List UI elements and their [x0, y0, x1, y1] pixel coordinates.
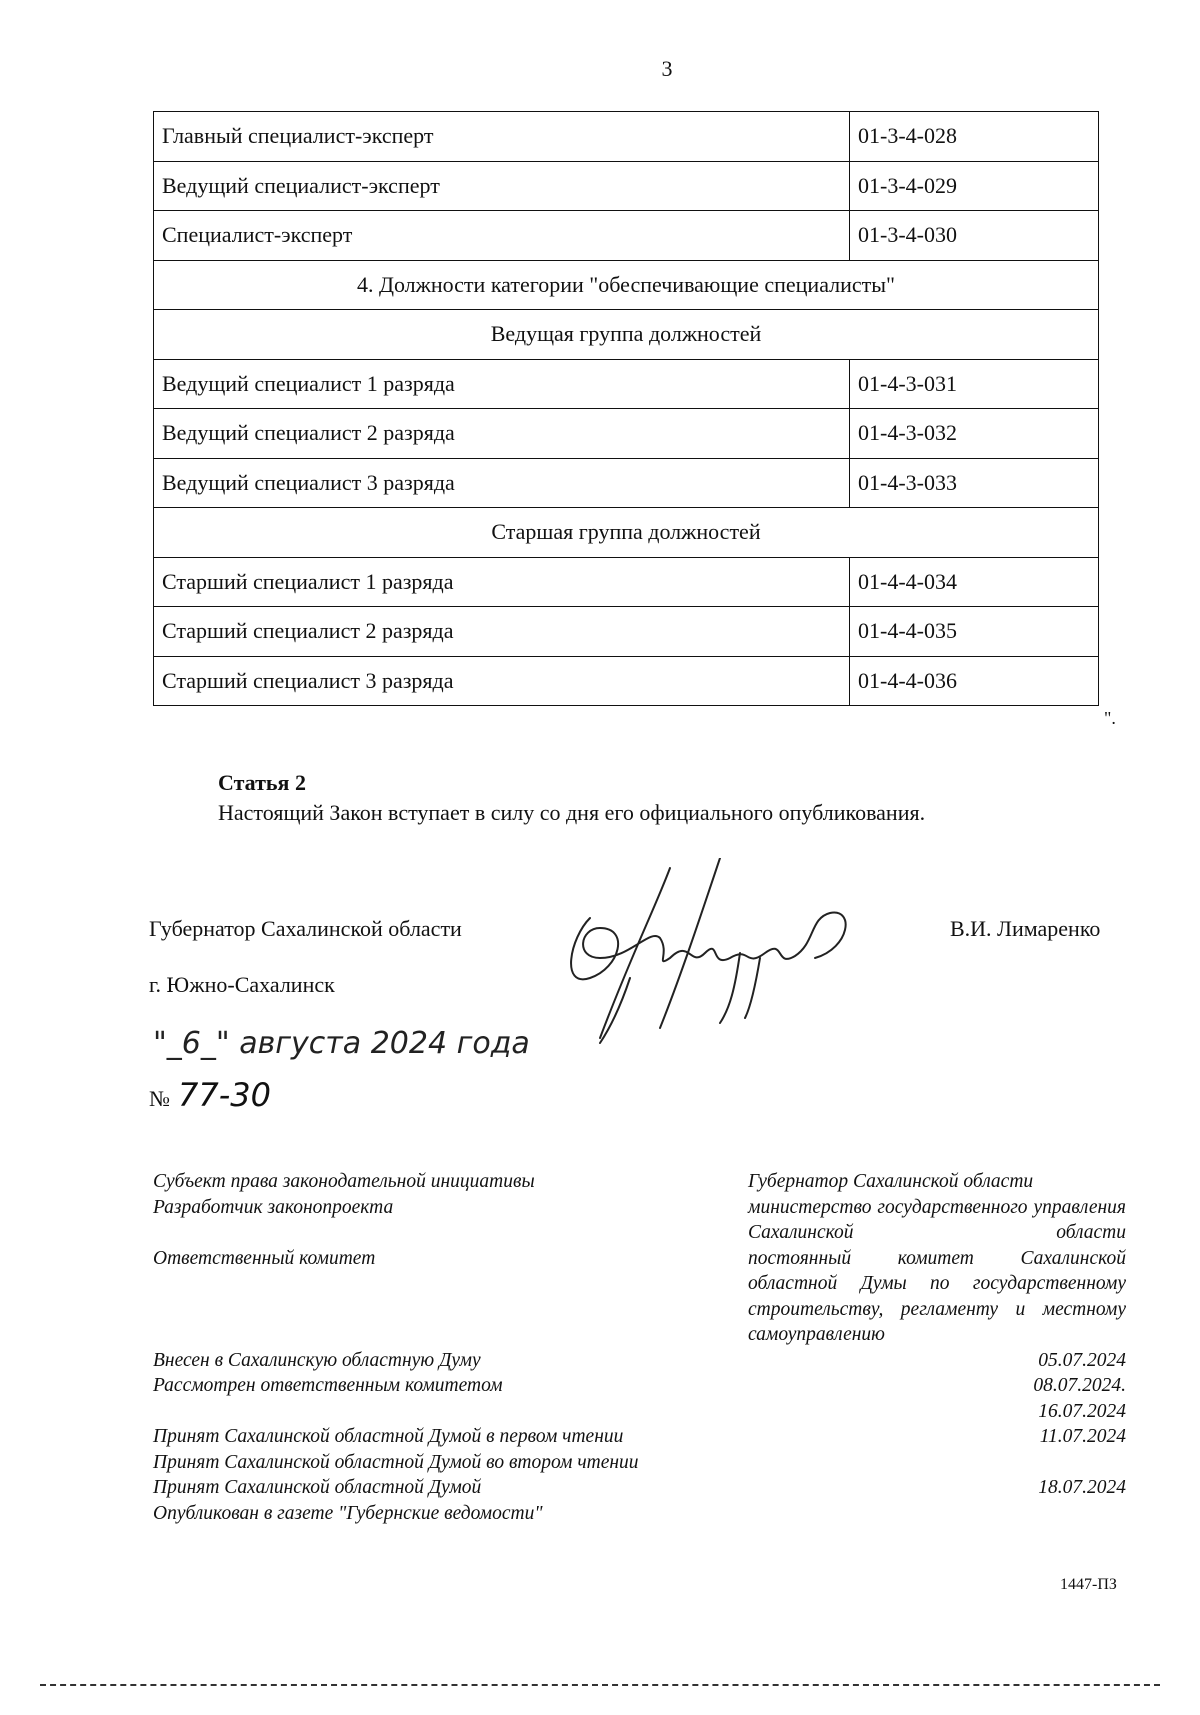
table-section-header — [154, 310, 1099, 360]
governor-signature — [560, 858, 890, 1058]
meta-label: Субъект права законодательной инициативы — [153, 1171, 535, 1192]
position-code: 01-3-4-029 — [850, 161, 1099, 211]
position-code: 01-4-4-034 — [850, 557, 1099, 607]
section-header-cell: 4. Должности категории "обеспечивающие специалисты" — [154, 260, 1099, 310]
date-submitted: 05.07.2024 — [1038, 1349, 1126, 1371]
closing-quote: ". — [1104, 708, 1116, 728]
meta-label: Ответственный комитет — [153, 1247, 376, 1269]
meta-label: Принят Сахалинской областной Думой во втором чтении — [153, 1451, 639, 1473]
article-title: Статья 2 — [218, 770, 306, 795]
position-title: Главный специалист-эксперт — [154, 112, 850, 162]
table-row — [154, 607, 1099, 657]
meta-label — [153, 1220, 713, 1246]
meta-label: Рассмотрен ответственным комитетом — [153, 1375, 503, 1396]
position-code: 01-4-3-032 — [850, 409, 1099, 459]
table-row — [154, 211, 1099, 261]
table-row — [154, 359, 1099, 409]
position-title: Специалист-эксперт — [154, 211, 850, 261]
article-2 — [218, 768, 925, 828]
developer: министерство государственного управления Сахалинской области — [748, 1196, 1126, 1243]
page-number: 3 — [661, 56, 673, 81]
position-title: Старший специалист 1 разряда — [154, 557, 850, 607]
meta-label: Внесен в Сахалинскую областную Думу — [153, 1349, 481, 1371]
initiative-subject: Губернатор Сахалинской области — [748, 1171, 1034, 1192]
table-section-header — [154, 260, 1099, 310]
handwritten-date: "_6_" августа 2024 года — [153, 1026, 530, 1061]
table-row — [154, 458, 1099, 508]
section-header-cell: Ведущая группа должностей — [154, 310, 1099, 360]
article-text: Настоящий Закон вступает в силу со дня его официального опубликования. — [218, 800, 926, 825]
meta-label: Разработчик законопроекта — [153, 1196, 394, 1218]
meta-label: Принят Сахалинской областной Думой — [153, 1477, 482, 1498]
table-row — [154, 656, 1099, 706]
position-code: 01-4-4-035 — [850, 607, 1099, 657]
meta-label — [153, 1322, 713, 1348]
position-title: Ведущий специалист-эксперт — [154, 161, 850, 211]
section-header-cell: Старшая группа должностей — [154, 508, 1099, 558]
meta-label — [153, 1271, 713, 1297]
document-code: 1447-ПЗ — [1060, 1576, 1117, 1593]
meta-label — [153, 1297, 713, 1323]
table-section-header — [154, 508, 1099, 558]
table-row — [154, 557, 1099, 607]
meta-labels — [153, 1169, 713, 1526]
position-code: 01-3-4-028 — [850, 112, 1099, 162]
positions-table — [153, 111, 1099, 706]
bottom-rule — [40, 1684, 1160, 1686]
date-first-reading: 11.07.2024 — [1039, 1426, 1126, 1447]
governor-name: В.И. Лимаренко — [950, 916, 1101, 941]
meta-label: Опубликован в газете "Губернские ведомости" — [153, 1502, 543, 1524]
date-reviewed-2: 16.07.2024 — [1038, 1400, 1126, 1422]
number-label: № — [149, 1086, 170, 1111]
position-title: Старший специалист 2 разряда — [154, 607, 850, 657]
position-code: 01-4-3-033 — [850, 458, 1099, 508]
meta-label: Принят Сахалинской областной Думой в первом чтении — [153, 1426, 624, 1447]
position-code: 01-4-3-031 — [850, 359, 1099, 409]
position-title: Старший специалист 3 разряда — [154, 656, 850, 706]
date-adopted: 18.07.2024 — [1038, 1477, 1126, 1498]
table-row — [154, 161, 1099, 211]
position-title: Ведущий специалист 1 разряда — [154, 359, 850, 409]
governor-position: Губернатор Сахалинской области — [149, 916, 462, 941]
committee: постоянный комитет Сахалинской областной Думы по государственному строительству, регламенту и местному самоуправлению — [748, 1247, 1126, 1345]
table-row — [154, 409, 1099, 459]
position-code: 01-4-4-036 — [850, 656, 1099, 706]
date-reviewed-1: 08.07.2024. — [1033, 1375, 1126, 1396]
position-title: Ведущий специалист 2 разряда — [154, 409, 850, 459]
law-number — [149, 1076, 271, 1114]
table-row — [154, 112, 1099, 162]
handwritten-number: 77-30 — [178, 1076, 271, 1114]
position-title: Ведущий специалист 3 разряда — [154, 458, 850, 508]
position-code: 01-3-4-030 — [850, 211, 1099, 261]
date-second-reading — [748, 1450, 1126, 1476]
meta-values — [748, 1169, 1126, 1501]
city: г. Южно-Сахалинск — [149, 972, 335, 997]
meta-label — [153, 1399, 713, 1425]
